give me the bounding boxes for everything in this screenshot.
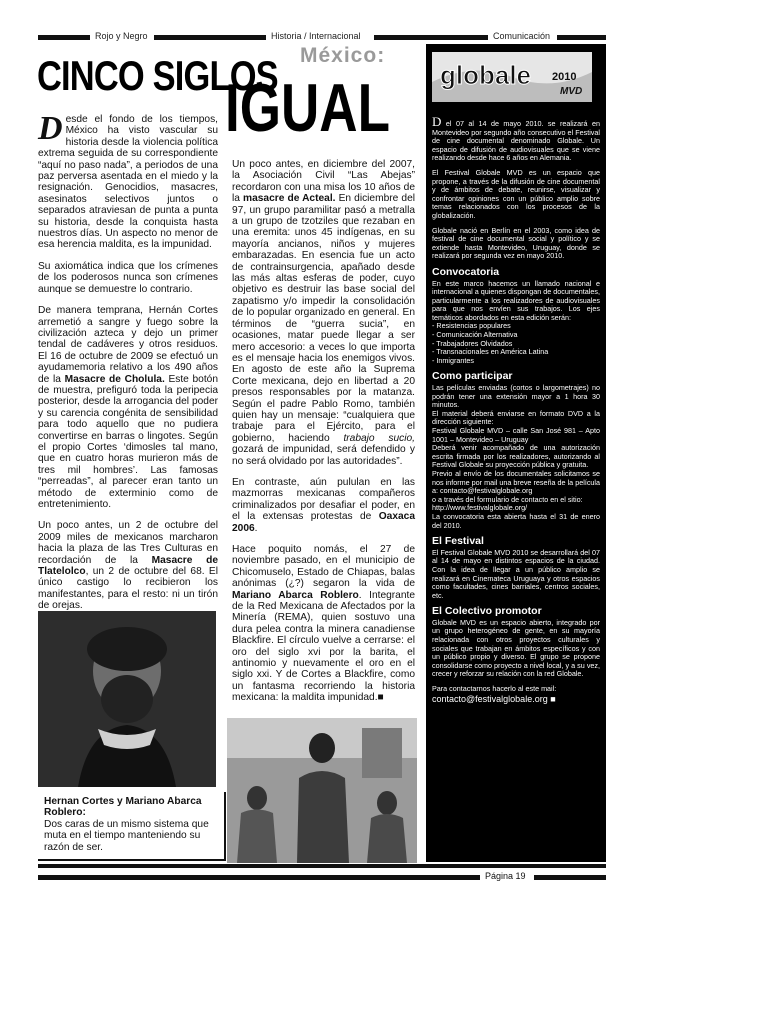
sidebar-web-link[interactable]: http://www.festivalglobale.org/: [432, 503, 528, 513]
sidebar-paragraph-3: Globale nació en Berlín en el 2003, como idea de festival de cine documental social y político y se extiende hasta Montevideo, Uruguay, donde se realizará por segunda vez en mayo 2010.: [432, 225, 600, 261]
sidebar-convocatoria: En este marco hacemos un llamado nacional e internacional a quienes dispongan de documentales, particularmente a los realizadores de audiovisuales para que nos envíen sus trabajos. Los ejes temáticos abordados en esta edición serán:: [432, 278, 600, 322]
sidebar-paragraph-2: El Festival Globale MVD es un espacio que propone, a través de la difusión de cine documental y de ámbitos de debate, reunirse, visualizar y confrontar opiniones con un público amplio sobre temas relacionados con los procesos de la globalización.: [432, 167, 600, 220]
eje-item: - Inmigrantes: [432, 355, 474, 365]
sidebar-participar-4: Previo al envío de los documentales solicitamos se nos informe por mail una breve reseña de la película a: contacto@festivalglobale.org: [432, 468, 600, 496]
ejes-list: [432, 322, 600, 365]
eje-item: - Resistencias populares: [432, 321, 511, 331]
sidebar-participar-2: El material deberá enviarse en formato DVD a la dirección siguiente:: [432, 408, 600, 427]
photo-caption: [38, 792, 226, 861]
end-mark: ■: [377, 692, 384, 704]
dropcap: D: [38, 110, 63, 147]
header-rule-right: [557, 35, 606, 40]
caption-text: Dos caras de un mismo sistema que muta en el tiempo manteniendo su razón de ser.: [44, 818, 209, 853]
sidebar-end-mark: ■: [550, 693, 556, 704]
svg-text:2010: 2010: [552, 71, 577, 83]
col1-paragraph-1: esde el fondo de los tiempos, México ha visto vascular su historia desde la violencia política extrema seguida de su correspondiente “aquí no paso nada”, a periodos de una paz perversa asentada en el miedo y la resignación. Genocidios, masacres, asesinatos selectivos juntos o separados atraviesan de punta a punta su historia, desde la conquista hasta nuestros días. Un aspecto no menor de esa herencia maldita, es la impunidad.: [38, 114, 218, 251]
svg-text:globale: globale: [440, 60, 532, 90]
sidebar-festival: El Festival Globale MVD 2010 se desarrollará del 07 al 14 de mayo en distintos espacios de la ciudad. Con la idea de llegar a un público amplio se realizará en Cinemateca Uruguaya y otros espacios como facultades, cines barriales, centros sociales, etc.: [432, 547, 600, 600]
sidebar-body: [432, 114, 601, 704]
header-rule-mid-left: [154, 35, 266, 40]
col1-paragraph-3: De manera temprana, Hernán Cortes arremetió a sangre y fuego sobre la civilización azteca y dejo un primer tendal de cadáveres y otros residuos. El 16 de octubre de 2009 se efectuó un ayudamemoria relativo a los 490 años de la Masacre de Cholula. Este botón de muestra, prefiguró toda la peripecia posterior, desde la arrogancia del poder y su carencia congénita de sensibilidad para todo aquello que no pudiera convertirse en barras o lingotes. Según el propio Cortes ‘dimosles tal mano, que en cuatro horas murieron más de tres mil hombres’. Las famosas “perreadas”, al parecer eran tanto un método de exterminio como de entretenimiento.: [38, 305, 218, 510]
sidebar-intro: D el 07 al 14 de mayo 2010. se realizará en Montevideo por segundo año consecutivo el Festival de cine documental denominado Globale. Un espacio de difusión de audiovisuales que se viene realizando desde hace 6 años en Alemania.: [432, 114, 601, 163]
eje-item: - Comunicación Alternativa: [432, 330, 518, 340]
heading-colectivo: El Colectivo promotor: [432, 605, 542, 618]
sidebar-participar-3: Deberá venir acompañado de una autorización escrita firmada por los realizadores, autorizando al Festival Globale su proyección pública y gratuita.: [432, 443, 600, 470]
sidebar-colectivo: Globale MVD es un espacio abierto, integrado por un grupo heterogéneo de gente, en su mayoría relacionada con otros proyectos culturales y sociales que trabajan en ámbitos específicos y con un público propio y diverso. El grupo se propone consolidarse como proyecto a nivel local, y a su vez, crecer y reforzar su relación con la red Globale.: [432, 617, 600, 679]
article-column-2: [232, 159, 415, 714]
col2-paragraph-3: Hace poquito nomás, el 27 de noviembre pasado, en el municipio de Chicomuselo, Estado de Chiapas, balas anónimas (¿?) segaron la vida de Mariano Abarca Roblero. Integrante de la Red Mexicana de Afectados por la Minería (REMA), quien sostuvo una dura pelea contra la minera canadiense Blackfire. El círculo vuelve a cerrarse: el oro del siglo xvi por la barita, el antinomio y nuevamente el oro en el siglo xxi. Y de Cortes a Blackfire, como un fantasma recorriendo la historia mexicana: la maldita impunidad.■: [232, 544, 415, 704]
header-rule-left: [38, 35, 90, 40]
sidebar-direccion: Festival Globale MVD – calle San José 981 – Apto 1001 – Montevideo – Uruguay: [432, 426, 600, 444]
sidebar-contacto-label: Para contactarnos hacerlo al este mail:: [432, 684, 557, 694]
header-section-mid: Historia / Internacional: [271, 31, 361, 41]
globale-logo-graphic: [432, 52, 592, 102]
header-section-left: Rojo y Negro: [95, 31, 148, 41]
svg-text:MVD: MVD: [560, 86, 583, 97]
portrait-illustration: [38, 611, 216, 787]
eje-item: - Trabajadores Olvidados: [432, 338, 513, 348]
header-rule-mid-right: [374, 35, 488, 40]
sidebar-participar-6: La convocatoria esta abierta hasta el 31 de enero del 2010.: [432, 511, 600, 530]
sidebar-dropcap: D: [432, 114, 442, 129]
heading-convocatoria: Convocatoria: [432, 265, 500, 278]
col1-paragraph-2: Su axiomática indica que los crímenes de los poderosos nunca son crímenes aunque se demuestre lo contrario.: [38, 260, 218, 295]
col1-paragraph-4: Un poco antes, un 2 de octubre del 2009 miles de mexicanos marcharon hacia la plaza de las Tres Culturas en recordación de la Masacre de Tlatelolco, un 2 de octubre del 68. El único castigo lo recibieron los manifestantes, para el resto: ni un tirón de orejas.: [38, 520, 219, 612]
article-column-1: [38, 110, 219, 622]
sidebar-contacto: [432, 695, 600, 704]
footer-rule-left: [38, 875, 480, 880]
protest-photo-abarca: [227, 718, 417, 863]
globale-logo: [432, 52, 592, 102]
footer-rule-right: [534, 875, 606, 880]
sidebar-globale: [426, 44, 606, 862]
headline-line2: IGUAL: [225, 70, 391, 146]
portrait-photo-cortes: [38, 611, 216, 787]
footer-rule-top: [38, 864, 606, 868]
heading-participar: Como participar: [432, 370, 513, 383]
sidebar-participar: Las películas enviadas (cortos o largometrajes) no podrán tener una extensión mayor a 1 hora 30 minutos.: [432, 383, 600, 410]
headline-line1: CINCO SIGLOS: [37, 52, 278, 99]
col2-paragraph-2: En contraste, aún pululan en las mazmorras mexicanas compañeros criminalizados por desafiar el poder, en el la extensas protestas de Oaxaca 2006.: [232, 476, 415, 534]
contact-email-link[interactable]: contacto@festivalglobale.org: [432, 693, 548, 704]
sidebar-participar-5: o a través del formulario de contacto en el sitio:: [432, 494, 583, 504]
protest-illustration: [227, 718, 417, 863]
headline-kicker: México:: [300, 44, 386, 67]
caption-title: Hernan Cortes y Mariano Abarca Roblero:: [44, 796, 202, 819]
heading-festival: El Festival: [432, 535, 484, 548]
header-section-right: Comunicación: [493, 31, 551, 41]
page-number: Página 19: [485, 871, 526, 881]
eje-item: - Transnacionales en América Latina: [432, 347, 549, 357]
col2-paragraph-1: Un poco antes, en diciembre del 2007, la Asociación Civil “Las Abejas” recordaron con una misa los 10 años de la masacre de Acteal. En diciembre del 97, un grupo paramilitar pasó a metralla a un grupo de tzotziles que rezaban en una eremita: unos 45 indígenas, en su mayoría ancianos, niños y mujeres embarazadas. En esencia fue un acto de contrainsurgencia, apañado desde las más altas esferas de poder, cuyo objetivo es destruir las base social del zapatismo y/o impedir la consolidación de lo popular organizado en general. En términos de “guerra sucia”, en ocasiones, matar puede llegar a ser mero accesorio: a veces lo que importa es el mensaje hacia los enemigos vivos. En agosto de este año la Suprema Corte mexicana, dejo en libertad a 20 presos responsables por la matanza. Según el padre Pablo Romo, también quien hay un mensaje: “cualquiera que trabaje para el Ejército, para el gobierno, haciendo trabajo sucio, gozará de impunidad, será defendido y no será olvidado por las autoridades”.: [232, 159, 415, 467]
